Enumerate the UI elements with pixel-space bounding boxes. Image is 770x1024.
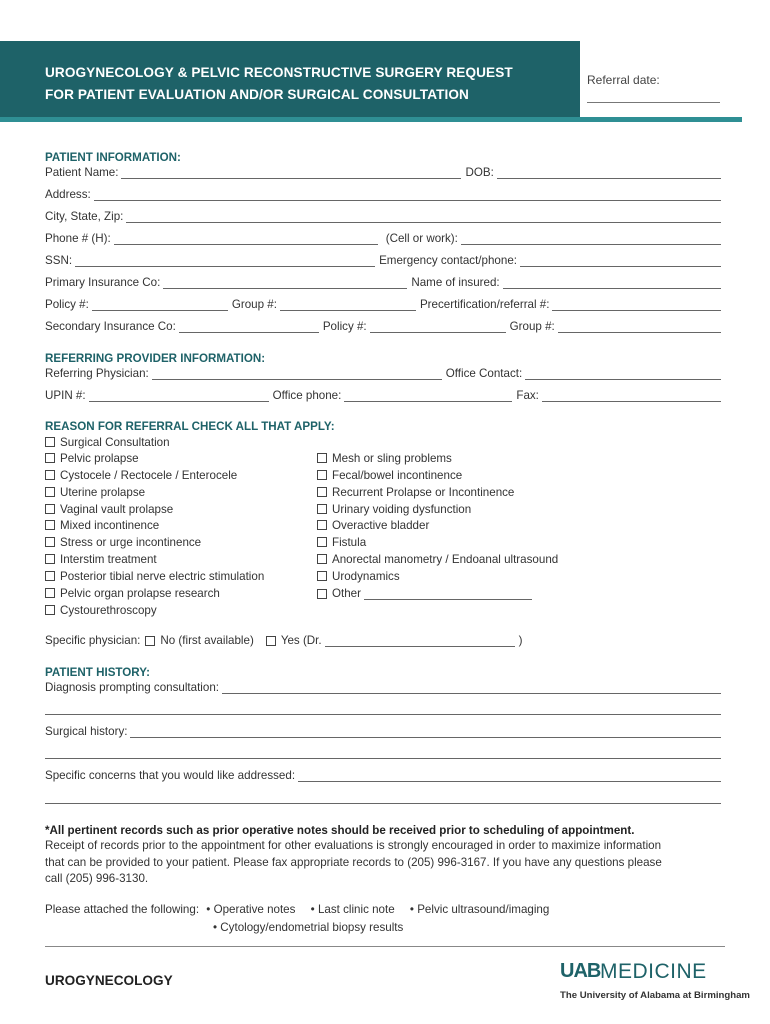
form-title-line1: UROGYNECOLOGY & PELVIC RECONSTRUCTIVE SURGERY REQUEST: [45, 65, 513, 80]
reason-option[interactable]: Urodynamics: [317, 570, 400, 584]
form-title-line2: FOR PATIENT EVALUATION AND/OR SURGICAL CONSULTATION: [45, 87, 469, 102]
yes-option-label: Yes (Dr.: [280, 634, 322, 647]
uab-logo-subtitle: The University of Alabama at Birmingham: [560, 990, 750, 1001]
checkbox[interactable]: [45, 588, 55, 598]
checkbox[interactable]: [317, 520, 327, 530]
attach-row-1: [45, 903, 549, 917]
reason-option[interactable]: Fistula: [317, 536, 366, 550]
reason-option[interactable]: Uterine prolapse: [45, 486, 145, 500]
group2-label: Group #:: [509, 320, 555, 333]
yes-checkbox[interactable]: [266, 636, 276, 646]
address-row: [45, 188, 725, 202]
referring-physician-row: [45, 367, 725, 381]
uab-logo-word: MEDICINE: [600, 960, 707, 983]
checkbox[interactable]: [317, 504, 327, 514]
policy-label: Policy #:: [45, 298, 89, 311]
primary-insurance-field[interactable]: [163, 277, 407, 289]
policy2-label: Policy #:: [322, 320, 367, 333]
attach-item: Cytology/endometrial biopsy results: [220, 921, 404, 934]
fax-field[interactable]: [542, 390, 721, 402]
bullet-icon: •: [206, 903, 211, 916]
dob-label: DOB:: [465, 166, 494, 179]
surgical-history-field[interactable]: [130, 726, 721, 738]
reason-option-other[interactable]: Other: [317, 587, 536, 601]
primary-insurance-row: [45, 276, 725, 290]
checkbox[interactable]: [45, 453, 55, 463]
phone-home-field[interactable]: [114, 233, 378, 245]
physician-name-field[interactable]: [325, 635, 515, 647]
checkbox[interactable]: [317, 487, 327, 497]
footer-rule: [45, 946, 725, 947]
office-phone-field[interactable]: [344, 390, 512, 402]
office-contact-field[interactable]: [525, 368, 721, 380]
uab-logo-mark: UAB: [560, 960, 601, 982]
concerns-field[interactable]: [298, 770, 721, 782]
referral-date-label: Referral date:: [587, 73, 660, 87]
emergency-contact-label: Emergency contact/phone:: [379, 254, 517, 267]
address-field[interactable]: [94, 189, 721, 201]
reason-option[interactable]: Mesh or sling problems: [317, 452, 452, 466]
referring-provider-title: REFERRING PROVIDER INFORMATION:: [45, 352, 266, 365]
group-field[interactable]: [280, 299, 416, 311]
group-label: Group #:: [231, 298, 277, 311]
patient-name-row: [45, 166, 725, 180]
specific-physician-label: Specific physician:: [45, 634, 141, 647]
secondary-insurance-field[interactable]: [179, 321, 319, 333]
checkbox[interactable]: [45, 487, 55, 497]
upin-row: [45, 389, 725, 403]
ssn-field[interactable]: [75, 255, 375, 267]
checkbox[interactable]: [45, 605, 55, 615]
bullet-icon: •: [213, 921, 218, 934]
checkbox[interactable]: [317, 537, 327, 547]
checkbox[interactable]: [45, 554, 55, 564]
checkbox[interactable]: [45, 537, 55, 547]
patient-name-label: Patient Name:: [45, 166, 119, 179]
reason-option[interactable]: Stress or urge incontinence: [45, 536, 201, 550]
reason-option[interactable]: Cystourethroscopy: [45, 604, 157, 618]
diagnosis-field-2[interactable]: [45, 703, 721, 715]
surgical-history-row: [45, 725, 725, 739]
diagnosis-label: Diagnosis prompting consultation:: [45, 681, 220, 694]
group2-field[interactable]: [558, 321, 721, 333]
reason-option[interactable]: Fecal/bowel incontinence: [317, 469, 462, 483]
records-paragraph: Receipt of records prior to the appointment for other evaluations is strongly encouraged in order to maximize information that can be provided to your patient. Please fax appropriate records to (205) 996-3167. If you have any questions please call (205) 996-3130.: [45, 839, 662, 885]
checkbox[interactable]: [317, 470, 327, 480]
dob-field[interactable]: [497, 167, 721, 179]
name-of-insured-field[interactable]: [503, 277, 721, 289]
city-state-zip-label: City, State, Zip:: [45, 210, 124, 223]
upin-label: UPIN #:: [45, 389, 86, 402]
footer-title: UROGYNECOLOGY: [45, 973, 173, 988]
specific-physician-row: [45, 634, 725, 648]
checkbox[interactable]: [45, 470, 55, 480]
checkbox[interactable]: [45, 520, 55, 530]
checkbox[interactable]: [45, 504, 55, 514]
ssn-label: SSN:: [45, 254, 73, 267]
reason-option[interactable]: Vaginal vault prolapse: [45, 503, 173, 517]
referring-physician-label: Referring Physician:: [45, 367, 149, 380]
concerns-label: Specific concerns that you would like addressed:: [45, 769, 296, 782]
office-contact-label: Office Contact:: [445, 367, 523, 380]
reason-option[interactable]: Cystocele / Rectocele / Enterocele: [45, 469, 237, 483]
bullet-icon: •: [310, 903, 315, 916]
no-checkbox[interactable]: [145, 636, 155, 646]
no-option-label: No (first available): [160, 634, 254, 647]
fax-label: Fax:: [516, 389, 539, 402]
diagnosis-row-2: [45, 703, 725, 716]
reason-option[interactable]: Pelvic prolapse: [45, 452, 139, 466]
attach-item: Operative notes: [213, 903, 296, 916]
policy2-field[interactable]: [370, 321, 506, 333]
phone-home-label: Phone # (H):: [45, 232, 111, 245]
surgical-history-field-2[interactable]: [45, 747, 721, 759]
close-paren: ): [518, 634, 523, 647]
policy-row: [45, 298, 725, 312]
patient-history-title: PATIENT HISTORY:: [45, 666, 150, 679]
checkbox[interactable]: [45, 437, 55, 447]
upin-field[interactable]: [89, 390, 269, 402]
diagnosis-row: [45, 681, 725, 695]
header-rule: [0, 117, 742, 122]
form-title: [45, 62, 513, 106]
precert-label: Precertification/referral #:: [419, 298, 550, 311]
reason-option[interactable]: Interstim treatment: [45, 553, 157, 567]
attach-item: Pelvic ultrasound/imaging: [417, 903, 550, 916]
reason-option[interactable]: Surgical Consultation: [45, 436, 170, 450]
precert-field[interactable]: [552, 299, 721, 311]
city-state-zip-row: [45, 210, 725, 224]
patient-name-field[interactable]: [121, 167, 461, 179]
referral-date-field[interactable]: [587, 102, 720, 103]
concerns-row-2: [45, 792, 725, 805]
cell-work-label: (Cell or work):: [385, 232, 458, 245]
reason-option[interactable]: Pelvic organ prolapse research: [45, 587, 220, 601]
secondary-insurance-label: Secondary Insurance Co:: [45, 320, 176, 333]
reason-option[interactable]: Recurrent Prolapse or Incontinence: [317, 486, 514, 500]
checkbox[interactable]: [317, 571, 327, 581]
cell-work-field[interactable]: [461, 233, 721, 245]
surgical-history-label: Surgical history:: [45, 725, 128, 738]
surgical-history-row-2: [45, 747, 725, 760]
secondary-insurance-row: [45, 320, 725, 334]
office-phone-label: Office phone:: [272, 389, 342, 402]
referring-physician-field[interactable]: [152, 368, 442, 380]
city-state-zip-field[interactable]: [126, 211, 721, 223]
concerns-field-2[interactable]: [45, 792, 721, 804]
reason-option[interactable]: Posterior tibial nerve electric stimulation: [45, 570, 264, 584]
attach-item: Last clinic note: [317, 903, 395, 916]
reason-option[interactable]: Urinary voiding dysfunction: [317, 503, 471, 517]
ssn-row: [45, 254, 725, 268]
address-label: Address:: [45, 188, 91, 201]
patient-info-title: PATIENT INFORMATION:: [45, 151, 181, 164]
attach-label: Please attached the following:: [45, 903, 200, 916]
primary-insurance-label: Primary Insurance Co:: [45, 276, 161, 289]
other-field[interactable]: [364, 588, 532, 600]
checkbox[interactable]: [317, 589, 327, 599]
reason-option[interactable]: Mixed incontinence: [45, 519, 159, 533]
reason-option[interactable]: Overactive bladder: [317, 519, 429, 533]
policy-field[interactable]: [92, 299, 228, 311]
concerns-row: [45, 769, 725, 783]
phone-row: [45, 232, 725, 246]
checkbox[interactable]: [317, 554, 327, 564]
reason-title: REASON FOR REFERRAL CHECK ALL THAT APPLY:: [45, 420, 335, 433]
bullet-icon: •: [409, 903, 414, 916]
emergency-contact-field[interactable]: [520, 255, 721, 267]
reason-option[interactable]: Anorectal manometry / Endoanal ultrasound: [317, 553, 558, 567]
diagnosis-field[interactable]: [222, 682, 721, 694]
checkbox[interactable]: [317, 453, 327, 463]
checkbox[interactable]: [45, 571, 55, 581]
attach-row-2: [213, 921, 403, 935]
name-of-insured-label: Name of insured:: [411, 276, 500, 289]
records-notice: *All pertinent records such as prior operative notes should be received prior to scheduling of appointment.: [45, 824, 635, 837]
